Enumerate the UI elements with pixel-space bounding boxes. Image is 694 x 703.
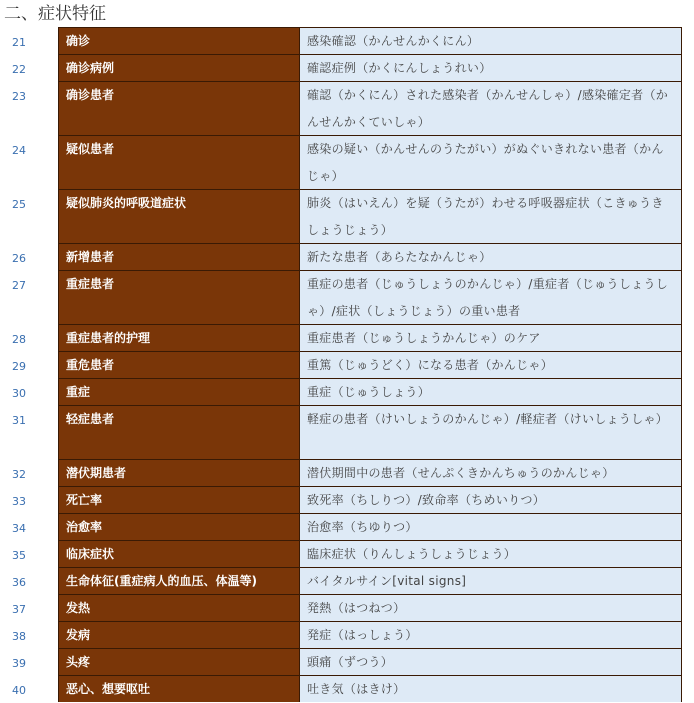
- row-number: 32: [0, 459, 58, 486]
- chinese-term-cell: 轻症患者: [58, 405, 299, 459]
- table-row: [0, 621, 694, 648]
- japanese-term-cell: [299, 378, 682, 405]
- japanese-term-text: 肺炎（はいえん）を疑（うたが）わせる呼吸器症状（こきゅうきしょうじょう）: [307, 196, 664, 237]
- table-row: [0, 243, 694, 270]
- japanese-term-text: 致死率（ちしりつ）/致命率（ちめいりつ）: [307, 493, 546, 507]
- chinese-term-cell: 确诊患者: [58, 81, 299, 135]
- japanese-term-cell: [299, 81, 682, 135]
- table-row: [0, 270, 694, 324]
- vocabulary-table: [0, 27, 694, 702]
- chinese-term-cell: 疑似患者: [58, 135, 299, 189]
- row-number: 21: [0, 27, 58, 54]
- row-number: 29: [0, 351, 58, 378]
- japanese-term-cell: [299, 567, 682, 594]
- japanese-term-cell: [299, 135, 682, 189]
- section-title: 二、症状特征: [4, 4, 106, 24]
- table-row: [0, 324, 694, 351]
- row-number: 37: [0, 594, 58, 621]
- japanese-term-cell: [299, 594, 682, 621]
- japanese-term-text: 発熱（はつねつ）: [307, 601, 406, 615]
- japanese-term-text: 感染の疑い（かんせんのうたがい）がぬぐいきれない患者（かんじゃ）: [307, 142, 664, 183]
- japanese-term-text: バイタルサイン[vital signs]: [307, 574, 467, 588]
- row-number: 24: [0, 135, 58, 189]
- table-row: [0, 594, 694, 621]
- table-row: [0, 459, 694, 486]
- row-number: 31: [0, 405, 58, 459]
- japanese-term-cell: [299, 405, 682, 459]
- japanese-term-cell: [299, 243, 682, 270]
- row-number: 38: [0, 621, 58, 648]
- row-number: 25: [0, 189, 58, 243]
- table-row: [0, 540, 694, 567]
- japanese-term-cell: [299, 486, 682, 513]
- table-row: [0, 648, 694, 675]
- japanese-term-cell: [299, 27, 682, 54]
- row-number: 22: [0, 54, 58, 81]
- table-row: [0, 81, 694, 135]
- chinese-term-cell: 确诊: [58, 27, 299, 54]
- japanese-term-cell: [299, 675, 682, 702]
- table-row: [0, 27, 694, 54]
- chinese-term-cell: 治愈率: [58, 513, 299, 540]
- japanese-term-text: 確認（かくにん）された感染者（かんせんしゃ）/感染確定者（かんせんかくていしゃ）: [307, 88, 669, 129]
- japanese-term-text: 臨床症状（りんしょうしょうじょう）: [307, 547, 517, 561]
- japanese-term-text: 新たな患者（あらたなかんじゃ）: [307, 250, 492, 264]
- row-number: 36: [0, 567, 58, 594]
- row-number: 26: [0, 243, 58, 270]
- row-number: 39: [0, 648, 58, 675]
- row-number: 40: [0, 675, 58, 702]
- japanese-term-cell: [299, 54, 682, 81]
- japanese-term-cell: [299, 513, 682, 540]
- table-row: [0, 189, 694, 243]
- chinese-term-cell: 确诊病例: [58, 54, 299, 81]
- row-number: 27: [0, 270, 58, 324]
- japanese-term-text: 重症患者（じゅうしょうかんじゃ）のケア: [307, 331, 541, 345]
- chinese-term-cell: 重症患者: [58, 270, 299, 324]
- japanese-term-cell: [299, 621, 682, 648]
- table-row: [0, 567, 694, 594]
- chinese-term-cell: 生命体征(重症病人的血压、体温等): [58, 567, 299, 594]
- japanese-term-cell: [299, 540, 682, 567]
- chinese-term-cell: 头疼: [58, 648, 299, 675]
- chinese-term-cell: 重症: [58, 378, 299, 405]
- chinese-term-cell: 疑似肺炎的呼吸道症状: [58, 189, 299, 243]
- row-number: 33: [0, 486, 58, 513]
- japanese-term-text: 重篤（じゅうどく）になる患者（かんじゃ）: [307, 358, 554, 372]
- chinese-term-cell: 临床症状: [58, 540, 299, 567]
- row-number: 35: [0, 540, 58, 567]
- japanese-term-cell: [299, 324, 682, 351]
- table-row: [0, 135, 694, 189]
- chinese-term-cell: 发热: [58, 594, 299, 621]
- japanese-term-cell: [299, 648, 682, 675]
- chinese-term-cell: 新增患者: [58, 243, 299, 270]
- japanese-term-text: 潜伏期間中の患者（せんぷくきかんちゅうのかんじゃ）: [307, 466, 615, 480]
- table-row: [0, 378, 694, 405]
- table-row: [0, 54, 694, 81]
- chinese-term-cell: 重症患者的护理: [58, 324, 299, 351]
- row-number: 28: [0, 324, 58, 351]
- chinese-term-cell: 发病: [58, 621, 299, 648]
- japanese-term-text: 重症の患者（じゅうしょうのかんじゃ）/重症者（じゅうしょうしゃ）/症状（しょうじょう）の重い患者: [307, 277, 669, 318]
- japanese-term-cell: [299, 351, 682, 378]
- table-row: [0, 675, 694, 702]
- japanese-term-text: 頭痛（ずつう）: [307, 655, 394, 669]
- table-row: [0, 351, 694, 378]
- chinese-term-cell: 重危患者: [58, 351, 299, 378]
- table-row: [0, 486, 694, 513]
- japanese-term-text: 治愈率（ちゆりつ）: [307, 520, 418, 534]
- chinese-term-cell: 潜伏期患者: [58, 459, 299, 486]
- row-number: 23: [0, 81, 58, 135]
- table-row: [0, 513, 694, 540]
- japanese-term-text: 確認症例（かくにんしょうれい）: [307, 61, 492, 75]
- chinese-term-cell: 恶心、想要呕吐: [58, 675, 299, 702]
- row-number: 34: [0, 513, 58, 540]
- row-number: 30: [0, 378, 58, 405]
- japanese-term-text: 発症（はっしょう）: [307, 628, 418, 642]
- chinese-term-cell: 死亡率: [58, 486, 299, 513]
- japanese-term-text: 吐き気（はきけ）: [307, 682, 406, 696]
- japanese-term-cell: [299, 189, 682, 243]
- japanese-term-text: 重症（じゅうしょう）: [307, 385, 431, 399]
- japanese-term-cell: [299, 459, 682, 486]
- japanese-term-cell: [299, 270, 682, 324]
- japanese-term-text: 軽症の患者（けいしょうのかんじゃ）/軽症者（けいしょうしゃ）: [307, 412, 669, 426]
- table-row: [0, 405, 694, 459]
- japanese-term-text: 感染確認（かんせんかくにん）: [307, 34, 480, 48]
